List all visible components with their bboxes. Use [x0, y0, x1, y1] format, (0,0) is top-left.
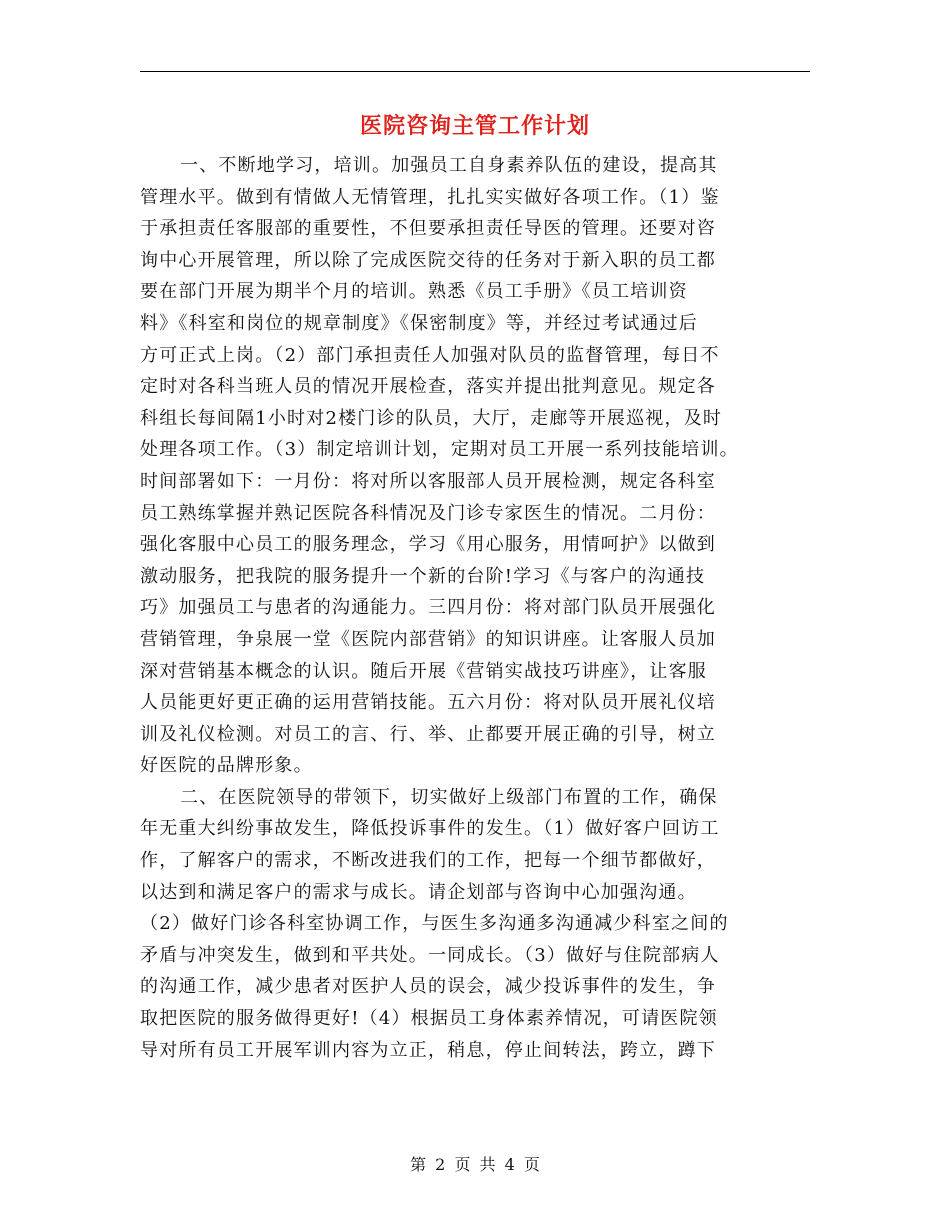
paragraph-2-line-9: 导对所有员工开展军训内容为立正，稍息，停止间转法，跨立，蹲下 — [140, 1039, 716, 1061]
paragraph-2-line-1: 二、在医院领导的带领下，切实做好上级部门布置的工作，确保 — [180, 786, 718, 808]
paragraph-1-line-6: 料》《科室和岗位的规章制度》《保密制度》等，并经过考试通过后 — [140, 312, 698, 334]
paragraph-1-line-19: 训及礼仪检测。对员工的言、行、举、止都要开展正确的引导，树立 — [140, 723, 716, 745]
paragraph-1-line-7: 方可正式上岗。（2）部门承担责任人加强对队员的监督管理，每日不 — [140, 344, 720, 366]
paragraph-1-line-12: 员工熟练掌握并熟记医院各科情况及门诊专家医生的情况。二月份： — [140, 502, 716, 524]
paragraph-1-line-20: 好医院的品牌形象。 — [140, 755, 313, 777]
paragraph-1-line-2: 管理水平。做到有情做人无情管理，扎扎实实做好各项工作。（1）鉴 — [140, 186, 720, 208]
paragraph-2-line-2: 年无重大纠纷事故发生，降低投诉事件的发生。（1）做好客户回访工 — [140, 818, 720, 840]
paragraph-2-line-3: 作，了解客户的需求，不断改进我们的工作，把每一个细节都做好， — [140, 850, 716, 872]
paragraph-1-line-3: 于承担责任客服部的重要性，不但要承担责任导医的管理。还要对咨 — [140, 218, 716, 240]
paragraph-1-line-13: 强化客服中心员工的服务理念，学习《用心服务，用情呵护》以做到 — [140, 534, 716, 556]
paragraph-2-line-8: 取把医院的服务做得更好!（4）根据员工身体素养情况，可请医院领 — [140, 1008, 718, 1030]
paragraph-2-line-4: 以达到和满足客户的需求与成长。请企划部与咨询中心加强沟通。 — [140, 881, 697, 903]
paragraph-1-line-16: 营销管理，争泉展一堂《医院内部营销》的知识讲座。让客服人员加 — [140, 628, 716, 650]
paragraph-2-line-6: 矛盾与冲突发生，做到和平共处。一同成长。（3）做好与住院部病人 — [140, 944, 720, 966]
paragraph-1-line-5: 要在部门开展为期半个月的培训。熟悉《员工手册》《员工培训资 — [140, 281, 688, 303]
paragraph-1-line-8: 定时对各科当班人员的情况开展检查，落实并提出批判意见。规定各 — [140, 376, 716, 398]
paragraph-1-line-1: 一、不断地学习，培训。加强员工自身素养队伍的建设，提高其 — [180, 155, 718, 176]
paragraph-1-line-4: 询中心开展管理，所以除了完成医院交待的任务对于新入职的员工都 — [140, 249, 716, 271]
paragraph-1-line-9: 科组长每间隔1小时对2楼门诊的队员，大厅，走廊等开展巡视，及时 — [140, 407, 723, 429]
document-body — [140, 150, 820, 1066]
paragraph-1-line-15: 巧》加强员工与患者的沟通能力。三四月份：将对部门队员开展强化 — [140, 597, 716, 619]
paragraph-2-line-7: 的沟通工作，减少患者对医护人员的误会，减少投诉事件的发生，争 — [140, 976, 716, 998]
page-number-footer: 第 2 页 共 4 页 — [410, 1155, 540, 1174]
paragraph-1-line-10: 处理各项工作。（3）制定培训计划，定期对员工开展一系列技能培训。 — [140, 439, 739, 461]
document-title: 医院咨询主管工作计划 — [359, 113, 590, 139]
paragraph-1-line-17: 深对营销基本概念的认识。随后开展《营销实战技巧讲座》，让客服 — [140, 660, 707, 682]
paragraph-1-line-11: 时间部署如下：一月份：将对所以客服部人员开展检测，规定各科室 — [140, 470, 716, 492]
header-rule — [140, 71, 810, 72]
paragraph-1-line-14: 激动服务，把我院的服务提升一个新的台阶!学习《与客户的沟通技 — [140, 565, 706, 587]
paragraph-1-line-18: 人员能更好更正确的运用营销技能。五六月份：将对队员开展礼仪培 — [140, 692, 716, 714]
paragraph-2-line-5: （2）做好门诊各科室协调工作，与医生多沟通多沟通减少科室之间的 — [140, 913, 729, 935]
